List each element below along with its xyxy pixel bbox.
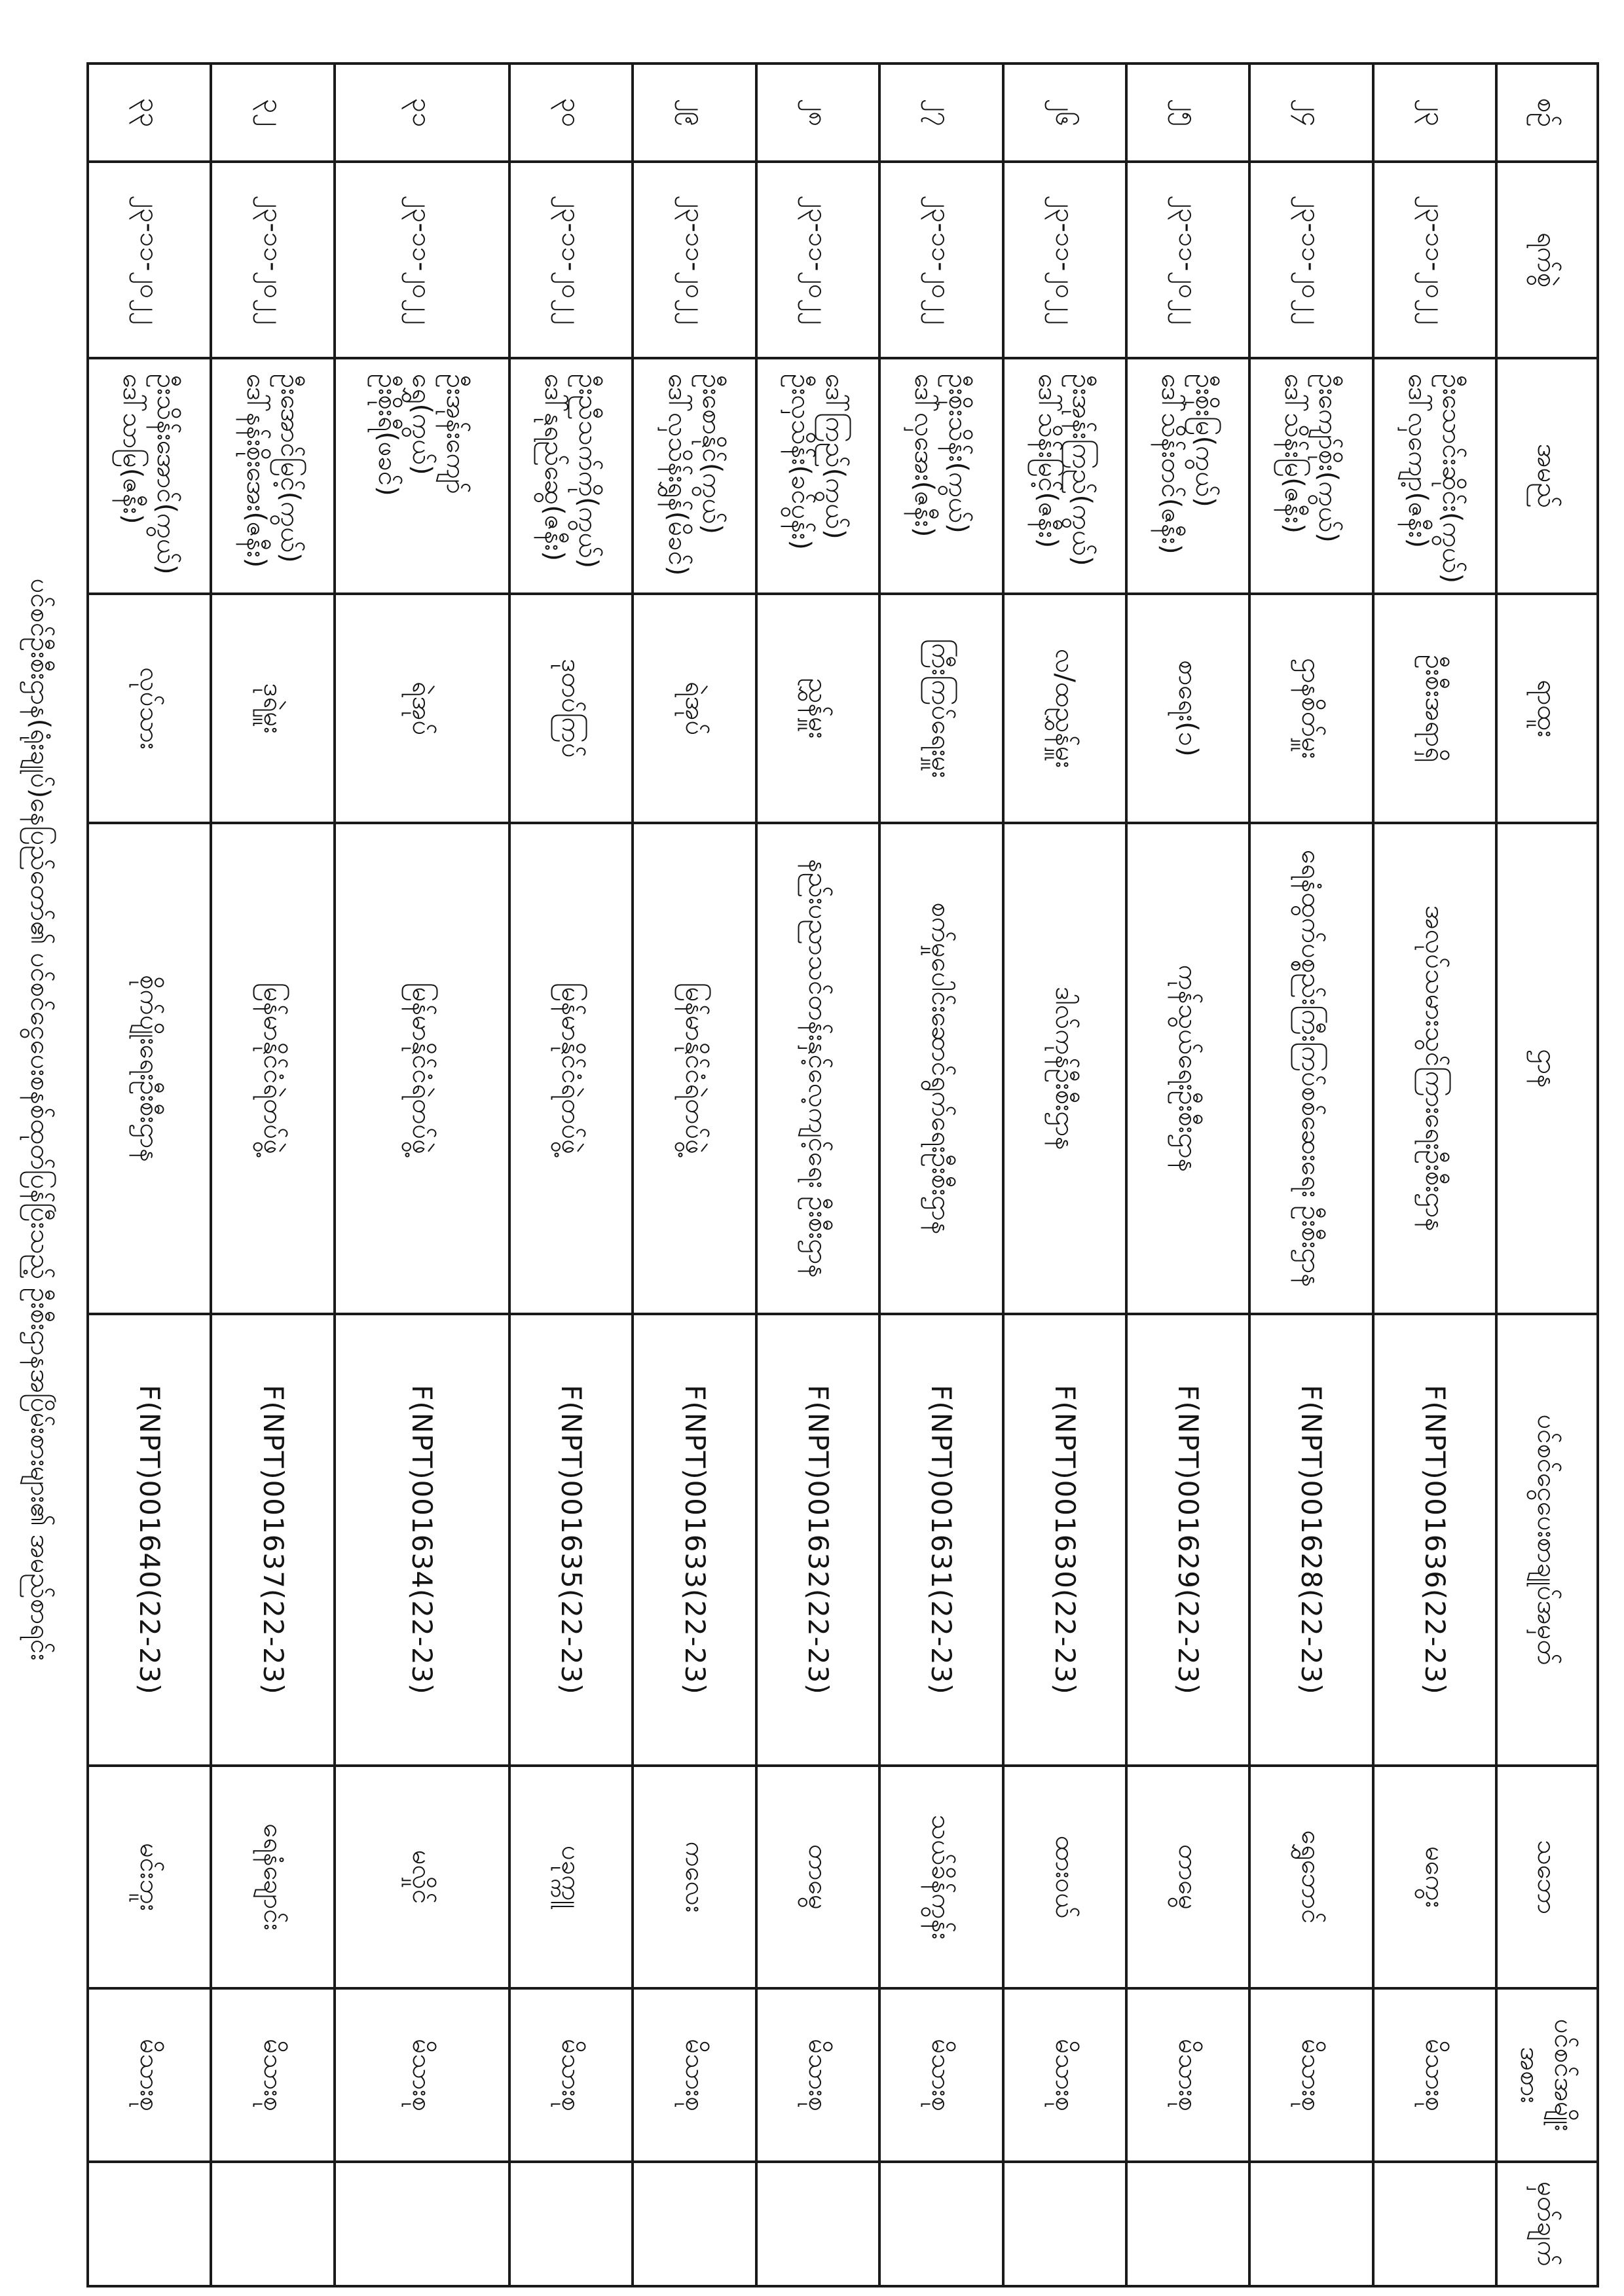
header-remark: မှတ်ချက် [1496,2162,1598,2286]
cell-order-no: F(NPT)001637(22-23) [211,1314,334,1766]
cell-order-no: F(NPT)001631(22-23) [879,1314,1003,1766]
cell-line: ဦးသိန်းအောင်(ကွယ်) [151,374,182,575]
cell-no: ၂၃ [1373,64,1496,162]
cell-name [633,358,756,594]
cell-type: မိသားစု [879,1988,1003,2162]
header-date: ရက်စွဲ [1496,162,1598,358]
cell-rank: ညွှန်မှူး [756,594,879,823]
cell-date: ၂၃-၁၁-၂၀၂၂ [509,162,633,358]
cell-date: ၂၃-၁၁-၂၀၂၂ [211,162,334,358]
cell-line: ဒေါ်သိန်းမြ(ဇနီး) [1279,374,1310,534]
cell-type: မိသားစု [335,1988,509,2162]
header-row [1496,64,1598,2286]
cell-place: မကွေး [1373,1766,1496,1988]
cell-order-no: F(NPT)001635(22-23) [509,1314,633,1766]
cell-order-no: F(NPT)001628(22-23) [1249,1314,1373,1766]
cell-rank: ကြီးကြပ်ရေးမှူး [879,594,1003,823]
cell-rank: လုပ်သား [88,594,211,823]
cell-order-no: F(NPT)001636(22-23) [1373,1314,1496,1766]
cell-place: တာမွေ [756,1766,879,1988]
cell-no: ၂၄ [1249,64,1373,162]
cell-no: ၃၀ [509,64,633,162]
cell-line: ဒေါ်ကြည်(ကွယ်) [820,374,851,539]
cell-rank: ရဲအုပ် [335,594,509,823]
cell-name [756,358,879,594]
cell-place: ရွှေဘောင် [1249,1766,1373,1988]
cell-place: ရေနံချောင်း [211,1766,334,1988]
cell-dept: မြန်မာနိုင်ငံရဲတပ်ဖွဲ့ [211,823,334,1314]
header-rank: ရာထူး [1496,594,1598,823]
cell-line: ဦးအောင်မြင့်(ကွယ်) [274,374,305,563]
header-no: စဉ် [1496,64,1598,162]
cell-dept: အလုပ်သမားသွင်ကြားရေးဦးစီးဌာန [1373,823,1496,1314]
cell-remark [756,2162,879,2286]
cell-no: ၂၇ [879,64,1003,162]
cell-line: ဦးစိုးမြ(ကွယ်) [1190,374,1221,507]
cell-date: ၂၃-၁၁-၂၀၂၂ [88,162,211,358]
cell-rank: ဒုတပ်ကြပ် [509,594,633,823]
cell-line: ဦးစိုးသိန်း(ကွယ်) [943,374,974,534]
cell-remark [211,2162,334,2286]
cell-type: မိသားစု [1003,1988,1126,2162]
cell-rank: ဌာနစိတ်မှူး [1249,594,1373,823]
header-name: အမည် [1496,358,1598,594]
cell-line: ဦးလှသိန်း(ခင်ပွန်း) [786,374,817,550]
header-type: ပင်စင်အမျိုးအစား [1496,1988,1598,2162]
table-row [211,64,334,2286]
cell-type: မိသားစု [1249,1988,1373,2162]
cell-remark [335,2162,509,2286]
table-row [1373,64,1496,2286]
cell-line: ဒေါ်နန်းစိုးအေး(ဇနီး) [240,374,271,568]
cell-no: ၂၉ [633,64,756,162]
cell-order-no: F(NPT)001640(22-23) [88,1314,211,1766]
cell-line: ဦးအုန်းကြည်(ကွယ်) [1066,374,1097,566]
cell-name [335,358,509,594]
cell-remark [879,2162,1003,2286]
header-place: သဘော [1496,1766,1598,1988]
cell-no: ၃၂ [211,64,334,162]
table-row [509,64,633,2286]
cell-line: ဒေါ်လှကျော့(ဇနီး) [1402,374,1433,549]
cell-dept: ကုန်သွယ်ရေးဦးစီးဌာန [1126,823,1249,1314]
table-row [88,64,211,2286]
cell-name [211,358,334,594]
cell-no: ၂၆ [1003,64,1126,162]
cell-dept: စက်မှုပေါင်းဆောင်ရွက်ရေးဦးစီးဌာန [879,823,1003,1314]
cell-date: ၂၃-၁၁-၂၀၂၂ [335,162,509,358]
cell-dept: မြန်မာနိုင်ငံရဲတပ်ဖွဲ့ [509,823,633,1314]
cell-remark [509,2162,633,2286]
cell-date: ၂၃-၁၁-၂၀၂၂ [1249,162,1373,358]
cell-rank: စာရေး(၁) [1126,594,1249,823]
cell-name [1126,358,1249,594]
cell-type: မိသားစု [1126,1988,1249,2162]
pension-register-table [86,62,1599,2287]
cell-order-no: F(NPT)001629(22-23) [1126,1314,1249,1766]
cell-name [1373,358,1496,594]
cell-type: မိသားစု [633,1988,756,2162]
cell-place: ကလေး [633,1766,756,1988]
cell-line: ဦးစောနိုင်(ကွယ်) [696,374,727,535]
cell-no: ၃၁ [335,64,509,162]
cell-order-no: F(NPT)001630(22-23) [1003,1314,1126,1766]
cell-date: ၂၃-၁၁-၂၀၂၂ [1003,162,1126,358]
cell-remark [1249,2162,1373,2286]
cell-type: မိသားစု [1373,1988,1496,2162]
header-dept: ဌာန [1496,823,1598,1314]
cell-place: တာမွေ [1126,1766,1249,1988]
cell-place: ထားဝယ် [1003,1766,1126,1988]
table-row [879,64,1003,2286]
cell-order-no: F(NPT)001633(22-23) [633,1314,756,1766]
cell-name [1003,358,1126,594]
table-row [633,64,756,2286]
table-row [1003,64,1126,2286]
cell-date: ၂၃-၁၁-၂၀၂၂ [1373,162,1496,358]
cell-remark [1126,2162,1249,2286]
cell-line: ဦးသောင်းဆိုင်း(ကွယ်) [1436,374,1467,584]
cell-type: မိသားစု [509,1988,633,2162]
cell-line: ဦးစိုးရီ(ဖခင်) [373,374,403,496]
cell-place: သယ်ခိန်ကွန်း [879,1766,1003,1988]
cell-rank: ရဲအုပ် [633,594,756,823]
cell-place: ပခုက္ကူ [509,1766,633,1988]
cell-line: ဒေါ်လှအေး(ဇနီး) [909,374,940,538]
cell-rank: ဒုရဲမှူး [211,594,334,823]
header-order-no: ပင်စင်ငွေပေးစာချုပ်အမှတ် [1496,1314,1598,1766]
cell-remark [88,2162,211,2286]
cell-line: ဒေါ်နုရည်ဆွေ(ဇနီး) [539,374,570,562]
cell-rank: ဦးစီးအရာရှိ [1373,594,1496,823]
cell-line: ဒေါ်သာမြ(ဇနီး) [117,374,148,524]
cell-name [88,358,211,594]
cell-remark [633,2162,756,2286]
cell-dept: ဒါလ်ကုန်ဦးစီးဌာန [1003,823,1126,1314]
cell-remark [1003,2162,1126,2286]
table-body [88,64,1598,2286]
cell-name [509,358,633,594]
cell-name [1249,358,1373,594]
cell-type: မိသားစု [756,1988,879,2162]
cell-name [879,358,1003,594]
cell-remark [1373,2162,1496,2286]
table-row [1249,64,1373,2286]
cell-dept: မြန်မာနိုင်ငံရဲတပ်ဖွဲ့ [335,823,509,1314]
cell-line: ဒေါ်သိန်းတင်(ဇနီး) [1156,374,1187,555]
cell-dept: ရေနံထွက်ပစ္စည်းကြီးကြပ်စစ်ဆေးရေး ဦးစီးဌာန [1249,823,1373,1314]
cell-type: မိသားစု [211,1988,334,2162]
cell-place: မင်းဘူး [88,1766,211,1988]
cell-no: ၃၃ [88,64,211,162]
table-row [1126,64,1249,2286]
cell-dept: စိုက်ပျိုးရေးဦးစီးဌာန [88,823,211,1314]
cell-date: ၂၃-၁၁-၂၀၂၂ [756,162,879,358]
cell-line: ဒေါ်လှသိန်းရွှန်(မိခင်) [662,374,693,576]
cell-line: ဦးအုန်းကျော်ရွှေ(ကွယ်) [407,374,471,494]
cell-dept: နည်းပညာသင်တန်းနှင့်လေ့ကျင့်ရေး ဦးစီးဌာန [756,823,879,1314]
cell-line: ဦးကျော်စိုး(ကွယ်) [1313,374,1344,543]
cell-rank: လ/ထညွှန်မှူး [1003,594,1126,823]
cell-place: မလှိုင် [335,1766,509,1988]
cell-line: ဒေါ်သိန်းမြင့်(ဇနီး) [1032,374,1063,549]
cell-order-no: F(NPT)001632(22-23) [756,1314,879,1766]
cell-type: မိသားစု [88,1988,211,2162]
cell-no: ၂၅ [1126,64,1249,162]
cell-order-no: F(NPT)001634(22-23) [335,1314,509,1766]
document-title: ပင်စင်ဦးစီးဌာန(ရုံးချုပ်)နေပြည်တော်၏ ပင်စင်ငွေပေးစနစ်ထုတ်ပြန်ပြီးသည့် ဦးစီးဌာနအပြိမ်းစားများ၏ အမည်စာရင်း [25,578,55,1661]
cell-date: ၂၃-၁၁-၂၀၂၂ [633,162,756,358]
cell-no: ၂၈ [756,64,879,162]
table-row [756,64,879,2286]
cell-dept: မြန်မာနိုင်ငံရဲတပ်ဖွဲ့ [633,823,756,1314]
table-row [335,64,509,2286]
cell-date: ၂၃-၁၁-၂၀၂၂ [1126,162,1249,358]
cell-date: ၂၃-၁၁-၂၀၂၂ [879,162,1003,358]
cell-line: ဦးညီသက်ကို(ကွယ်) [573,374,604,569]
